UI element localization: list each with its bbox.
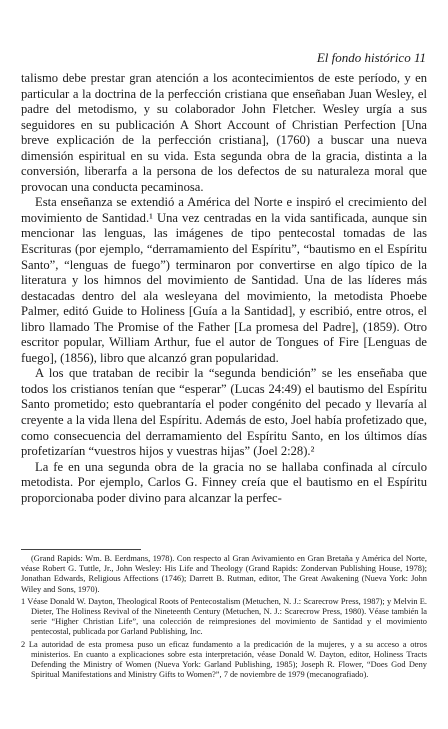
- main-text: [21, 71, 427, 506]
- running-header: El fondo histórico 11: [316, 50, 426, 65]
- footnote-divider: [21, 549, 141, 550]
- paragraph-3: A los que trataban de recibir la “segunda bendición” se les enseñaba que todos los cristianos tenían que “esperar” (Lucas 24:49) el bautismo del Espíritu Santo prometido; esto quebrantaría el poder congénito del pecado y llevaría al creyente a la vida llena del Espíritu. Además de esto, Joel había profetizado que, como consecuencia del derramamiento del Espíritu Santo, en los últimos días profetizarían “vuestros hijos y vuestras hijas” (Joel 2:28).²: [21, 366, 427, 459]
- footnotes: [21, 554, 427, 682]
- paragraph-4: La fe en una segunda obra de la gracia no se hallaba confinada al círculo metodista. Por ejemplo, Carlos G. Finney creía que el bautismo en el Espíritu proporcionaba poder divino para alcanzar la perfec-: [21, 459, 427, 505]
- footnote-continuation: (Grand Rapids: Wm. B. Eerdmans, 1978). Con respecto al Gran Avivamiento en Gran Bretaña y América del Norte, véase Robert G. Tuttle, Jr., John Wesley: His Life and Theology (Grand Rapids: Zondervan Publishing House, 1978); Jonathan Edwards, Religious Affections (1746); Darrett B. Rutman, editor, The Great Awakening (Nueva York: John Wiley and Sons, 1970).: [21, 554, 427, 594]
- paragraph-2: Esta enseñanza se extendió a América del Norte e inspiró el crecimiento del movimiento de Santidad.¹ Una vez centradas en la vida santificada, aunque sin mencionar las lenguas, las imágenes de tipo pentecostal tomadas de las Escrituras (por ejemplo, “derramamiento del Espíritu”, “bautismo en el Espíritu Santo”, “lenguas de fuego”) terminaron por convertirse en algo típico de la literatura y los himnos del movimiento de Santidad. Una de las líderes más destacadas dentro del ala wesleyana del movimiento, la metodista Phoebe Palmer, editó Guide to Holiness [Guía a la Santidad], y escribió, entre otros, el libro llamado The Promise of the Father [La promesa del Padre], (1859). Otro escritor popular, William Arthur, fue el autor de Tongues of Fire [Lenguas de fuego], (1856), libro que alcanzó gran popularidad.: [21, 195, 427, 365]
- footnote-1: 1 Véase Donald W. Dayton, Theological Roots of Pentecostalism (Metuchen, N. J.: Scarecrow Press, 1987); y Melvin E. Dieter, The Holiness Revival of the Nineteenth Century (Metuchen, N. J.: Scarecrow Press, 1980). Véase también la serie “Higher Christian Life”, una colección de reimpresiones del movimiento de Santidad y el movimiento pentecostal, publicada por Garland Publishing, Inc.: [21, 596, 427, 637]
- footnote-2: 2 La autoridad de esta promesa puso un eficaz fundamento a la predicación de la mujeres, y a su acceso a otros ministerios. En cuanto a explicaciones sobre esta interpretación, véase Donald W. Dayton, editor, Holiness Tracts Defending the Ministry of Women (Nueva York: Garland Publishing, 1985); Joseph R. Flower, “Does God Deny Spiritual Manifestations and Ministry Gifts to Women?”, 7 de noviembre de 1979 (mecanografiado).: [21, 639, 427, 680]
- paragraph-1: talismo debe prestar gran atención a los acontecimientos de este período, y en particular a la doctrina de la perfección cristiana que enseñaban Juan Wesley, el padre del metodismo, y su colaborador John Fletcher. Wesley urgía a sus seguidores en su publicación A Short Account of Christian Perfection [Una breve explicación de la perfección cristiana], (1760) a buscar una nueva dimensión espiritual en su vida. Esta segunda obra de la gracia, distinta a la conversión, liberarfa a la persona de los defectos de su naturaleza moral que provocan una conducta pecaminosa.: [21, 71, 427, 194]
